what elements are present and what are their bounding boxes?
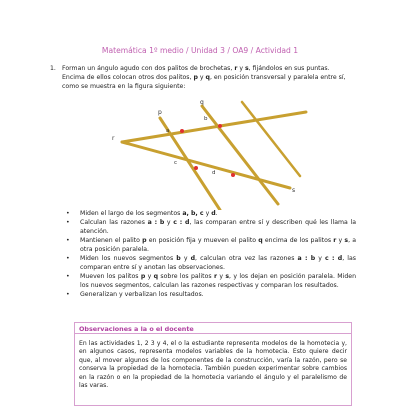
tape-mark — [218, 124, 222, 128]
item-text: Mueven los palitos — [80, 273, 141, 281]
item-var: a : b — [147, 219, 165, 227]
item-text: Miden el largo de los segmentos — [80, 210, 183, 217]
intro-var-p: p — [193, 74, 198, 81]
intro-text-a: Forman un ángulo agudo con dos palitos de brochetas, — [62, 65, 235, 72]
list-item — [66, 210, 356, 219]
intro-text-y: y — [237, 65, 245, 72]
intro-var-s: s — [244, 65, 249, 72]
item-text: y — [217, 273, 226, 281]
observations-body: En las actividades 1, 2 3 y 4, el o la estudiante representa modelos de la homotecia y, en algunos casos, representa modelos variables de la homotecia. Esto quiere decir que, al mover algunos de los componentes de la construcción, varía la razón, pero se conserva la propiedad de la homotecia. También pueden experimentar sobre cambios en la razón o en la propiedad de la homotecia variando el ángulo y el paralelismo de las varas. — [79, 340, 347, 390]
item-text: Generalizan y verbalizan los resultados. — [80, 291, 204, 299]
item-var: d — [211, 210, 216, 217]
item-text: y — [336, 237, 345, 245]
bullet-icon: • — [66, 219, 70, 227]
item-text: , las comparan entre sí y anotan las observaciones. — [80, 255, 356, 271]
item-var: c : d — [173, 219, 190, 227]
list-item — [66, 291, 356, 300]
label-b: b — [204, 116, 208, 122]
intro-text-c: , en posición transversal y paralela entre sí, como se muestra en la figura siguiente: — [62, 74, 346, 90]
item-var: s — [344, 237, 349, 245]
bullet-icon: • — [66, 291, 70, 299]
item-text: , a otra posición paralela. — [80, 237, 356, 253]
stick-s — [122, 142, 290, 188]
list-item — [66, 255, 356, 272]
item-text: , y los dejan en posición paralela. Miden los nuevos segmentos, calculan las razones respectivas y comparan los resultados. — [80, 273, 356, 289]
intro-var-r: r — [234, 65, 238, 72]
item-text: y — [180, 255, 191, 263]
item-text: Mantienen el palito — [80, 237, 143, 245]
item-text: sobre los palitos — [158, 273, 214, 281]
tape-mark — [180, 129, 184, 133]
item-var: r — [333, 237, 337, 245]
activity-intro — [50, 64, 352, 91]
item-text: y — [145, 273, 154, 281]
label-d: d — [212, 170, 216, 176]
item-var: a, b, c — [182, 210, 204, 217]
item-text: Miden los nuevos segmentos — [80, 255, 177, 263]
item-text: y — [315, 255, 326, 263]
item-var: s — [225, 273, 230, 281]
item-var: b — [176, 255, 181, 263]
bullet-icon: • — [66, 237, 70, 245]
stick-r — [122, 112, 306, 142]
item-text: , calculan otra vez las razones — [195, 255, 298, 263]
intro-var-q: q — [205, 74, 210, 81]
label-p: p — [158, 109, 162, 116]
list-item — [66, 219, 356, 236]
label-s: s — [292, 187, 296, 194]
item-var: c : d — [325, 255, 343, 263]
tape-mark — [231, 173, 235, 177]
list-item — [66, 237, 356, 254]
item-text: encima de los palitos — [262, 237, 334, 245]
bullet-icon: • — [66, 210, 70, 217]
stick-q — [202, 106, 278, 204]
item-var: q — [258, 237, 263, 245]
instruction-list — [66, 210, 356, 301]
item-var: r — [213, 273, 217, 281]
teacher-observations-box — [74, 322, 352, 406]
label-q: q — [200, 100, 204, 106]
item-text: y — [203, 210, 212, 217]
item-var: d — [190, 255, 196, 263]
page-title: Matemática 1º medio / Unidad 3 / OA9 / Actividad 1 — [101, 46, 299, 55]
item-var: q — [153, 273, 159, 281]
item-var: a : b — [297, 255, 316, 263]
bullet-icon: • — [66, 255, 70, 263]
intro-text-y2: y — [197, 74, 206, 81]
bullet-icon: • — [66, 273, 70, 281]
item-var: p — [142, 237, 147, 245]
item-text: Calculan las razones — [80, 219, 148, 227]
item-text: . — [215, 210, 218, 217]
item-text: y — [164, 219, 174, 227]
list-item — [66, 273, 356, 290]
activity-number: 1. — [50, 65, 56, 72]
label-r: r — [112, 135, 115, 142]
intro-text-b: , fijándolos en sus puntas. Encima de ellos colocan otros dos palitos, — [62, 65, 330, 81]
label-c: c — [174, 160, 178, 166]
item-var: p — [140, 273, 146, 281]
tape-mark — [194, 166, 198, 170]
item-text: , las comparan entre sí y describen qué les llama la atención. — [80, 219, 356, 235]
sticks-figure — [108, 100, 308, 210]
item-text: en posición fija y mueven el palito — [146, 237, 259, 245]
observations-heading: Observaciones a la o el docente — [75, 323, 351, 334]
label-a: a — [166, 128, 170, 134]
